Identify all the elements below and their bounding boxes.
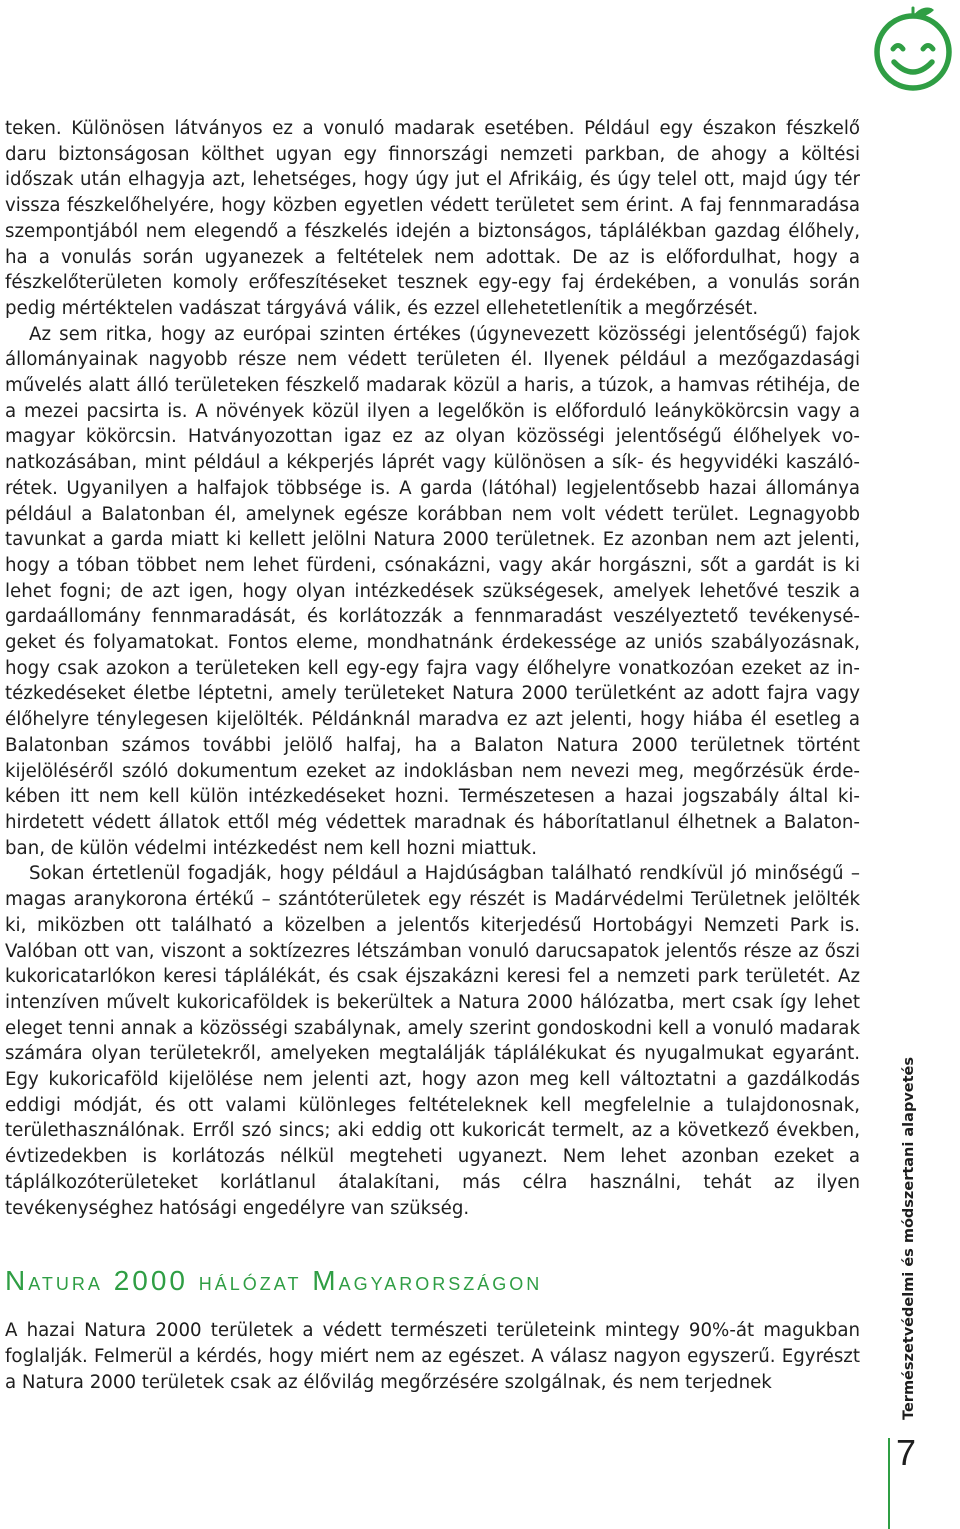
paragraph-1: teken. Különösen látványos ez a vonuló madarak esetében. Például egy északon fészkelő daru biztonságosan költhet ugyan egy finnországi nemzeti parkban, de ahogy a költési időszak után elhagyja azt, lehetséges, hogy úgy jut el Afrikáig, és úgy telel ott, majd úgy tér vissza fészkelőhelyére, hogy közben egyetlen védett területet sem érint. A faj fennmaradása szempontjából nem elegendő a fészkelés idején a biztonságos, táplálékban gazdag élőhely, ha a vonulás során ugyanezek a feltételek nem adottak. De az is előfordulhat, hogy a fészkelőterületen komoly erőfeszítéseket tesznek egy-egy faj érdekében, a vonulás során pedig mértéktelen vadászat tárgyává válik, és ezzel ellehetetlenítik a megőrzését. xyxy=(5,118,860,319)
paragraph-2: Az sem ritka, hogy az európai szinten értékes (úgynevezett közösségi jelentőségű) fajok állományainak nagyobb része nem védett területen él. Ilyenek például a mezőgazdasági művelés alatt álló területeken fészkelő madarak közül a haris, a túzok, a hamvas rétihéja, de a mezei pacsirta is. A növények közül ilyen a legelőkön is előforduló leánykökörcsin vagy a magyar kökörcsin. Hatványozottan igaz ez az olyan közösségi jelentőségű élőhelyek vonatkozásában, mint például a kékperjés láprét vagy különösen a sík- és hegyvidéki kaszálórétek. Ugyanilyen a halfajok többsége is. A garda (látóhal) legjelentősebb hazai állománya például a Balatonban él, amelynek egésze korábban nem volt védett terület. Legnagyobb tavunkat a garda miatt ki kellett jelölni Natura 2000 területnek. Ez azonban nem azt jelenti, hogy a tóban többet nem lehet fürdeni, csónakázni, vagy akár horgászni, sőt a gardát is ki lehet fogni; de azt igen, hogy olyan intézkedések szükségesek, amelyek lehetővé teszik a gardaállomány fennmaradását, és korlátozzák a fennmaradást veszélyeztető tevékenységeket és folyamatokat. Fontos eleme, mondhatnánk érdekessége az uniós szabályozásnak, hogy csak azokon a területeken kell egy-egy fajra vagy élőhelyre vonatkozóan ezeket az intézkedéseket életbe léptetni, amely területeket Natura 2000 területként az adott fajra vagy élőhelyre ténylegesen kijelölték. Példánknál maradva ez azt jelenti, hogy hiába él esetleg a Balatonban számos további jelölő halfaj, ha a Balaton Natura 2000 területnek történt kijelöléséről szóló dokumentum ezeket az indoklásban nem nevezi meg, megőrzésük érdekében itt nem kell külön intézkedéseket hozni. Természetesen a hazai jogszabály által kihirdetett védett állatok ettől még védettek maradnak és háborítatlanul élhetnek a Balatonban, de külön védelmi intézkedést nem kell hozni miattuk. xyxy=(5,323,860,859)
side-label xyxy=(881,1056,921,1420)
heading-word-magyarorszagon: AGYARORSZÁGON xyxy=(338,1274,543,1295)
section-paragraph: A hazai Natura 2000 területek a védett természeti területeink mintegy 90%-át magukban foglalják. Felmerül a kérdés, hogy miért nem az egészet. A válasz nagyon egyszerű. Egyrészt a Natura 2000 területek csak az élővilág megőrzésére szolgálnak, és nem terjednek xyxy=(5,1320,860,1393)
main-text xyxy=(5,116,860,1395)
heading-word-natura: ATURA xyxy=(28,1274,103,1295)
page-number-divider xyxy=(888,1438,890,1529)
heading-word-2000: 2000 xyxy=(113,1265,188,1297)
side-label-text: Természetvédelmi és módszertani alapvetés xyxy=(901,1056,917,1420)
heading-initial-n: N xyxy=(5,1265,29,1297)
heading-word-halozat: HÁLÓZAT xyxy=(198,1274,302,1295)
heading-initial-m: M xyxy=(312,1265,339,1297)
section-heading xyxy=(5,1261,860,1304)
paragraph-3: Sokan értetlenül fogadják, hogy például a Hajdúságban található rendkívül jó minőségű – magas aranykorona értékű – szántóterületek egy részét is Madárvédelmi Területnek jelölték ki, miközben ott található a közelben a jelentős kiterjedésű Hortobágyi Nemzeti Park is. Valóban ott van, viszont a soktízezres létszámban vonuló darucsapatok jelentős része az őszi kukoricatarlókon keresi táplálékát, és csak éjszakázni keresi fel a nemzeti park területét. Az intenzíven művelt kukoricaföldek is bekerültek a Natura 2000 hálózatba, mert csak így lehet eleget tenni annak a közösségi szabálynak, amely szerint gondoskodni kell a vonuló madarak számára olyan területekről, amelyeken megtalálják táplálékukat és nyugalmukat egyaránt. Egy kukoricaföld kijelölése nem jelenti azt, hogy azon meg kell változtatni a gazdálkodás eddigi módját, és ott valami különleges feltételeknek kell megfelelnie a tulajdonosnak, területhasználónak. Erről szó sincs; aki eddig ott kukoricát termelt, az a következő években, évtizedekben is korlátozás nélkül megteheti ugyanezt. Nem lehet azonban ezeket a táplálkozóterületeket korlátlanul átalakítani, más célra használni, tehát az ilyen tevékenységhez hatósági engedélyre van szükség. xyxy=(5,863,860,1219)
page-number: 7 xyxy=(896,1432,917,1473)
smiley-leaf-icon xyxy=(868,4,958,94)
